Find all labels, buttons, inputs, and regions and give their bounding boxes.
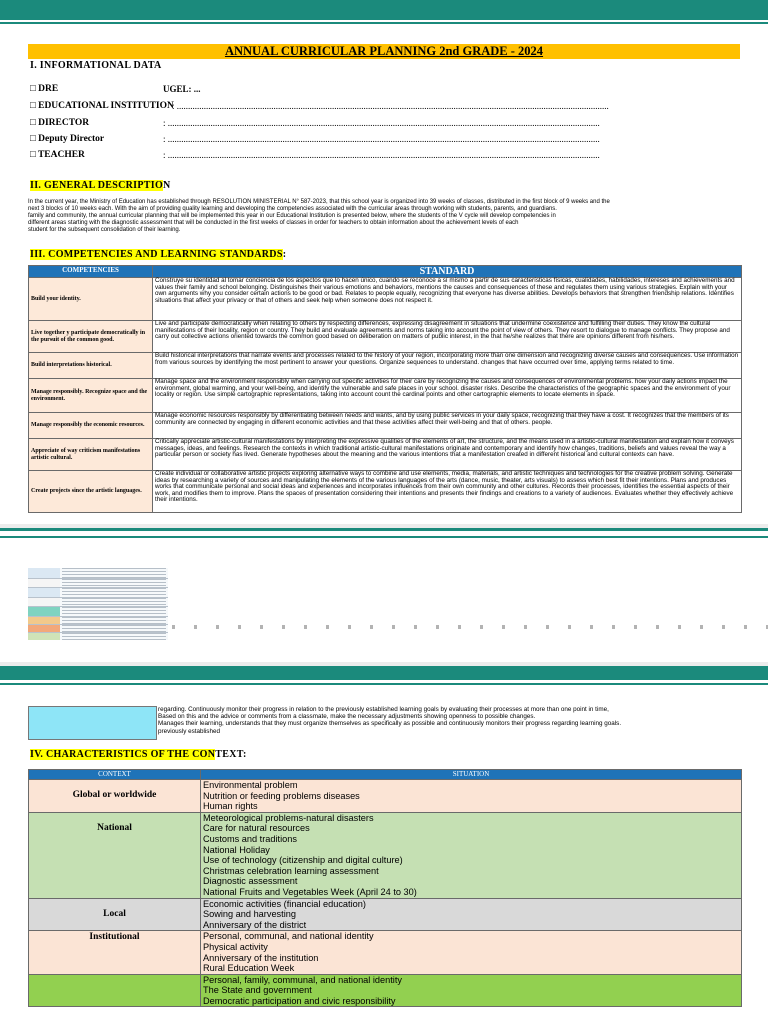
field-dre-label: □ DRE <box>30 84 59 94</box>
context-label: Local <box>29 898 201 931</box>
table-row <box>29 812 742 898</box>
mini-row <box>28 633 168 640</box>
mini-row <box>28 625 168 633</box>
page-top-rule <box>0 22 768 24</box>
context-table <box>28 769 742 1007</box>
paragraph-line: different areas starting with the diagnostic assessment that will be conducted in the first weeks of classes in order for teachers to obtain information about the achievement levels of each <box>28 220 519 226</box>
situation-item: Customs and traditions <box>203 833 297 844</box>
page-2-top-rule <box>0 536 768 538</box>
table-row <box>29 898 742 931</box>
mini-row <box>28 617 168 625</box>
general-description-text <box>28 199 742 234</box>
page-3-top-rule <box>0 683 768 685</box>
page-2-miniature-table <box>28 568 168 640</box>
table-row <box>29 931 742 974</box>
context-label: Institutional <box>29 931 201 974</box>
standard-cell: Create individual or collaborative artistic projects exploring alternative ways to combine and use elements, media, materials, and artistic techniques and technologies for the creative problem solving. Generate ideas by researching a variety of sources and manipulating the elements of the various languages of the arts (dance, music, theater, arts visuals) to assess which best fit their intentions. Plans and produces works that communicate personal and social ideas and experiences and incorporates influences from their own community and other cultures. Records their processes, identifies the essential aspects of their work, and modifies them to improve. Plans the spaces of presentation considering their intentions and presents their findings and creations to a variety of audiences. Evaluates whether they effectively achieve their intentions. <box>153 471 742 513</box>
paragraph-line: Manages their learning, understands that they must organize themselves as specifically as possible and continuously monitors their progress regarding learning goals. <box>158 720 622 728</box>
situation-item: Physical activity <box>203 941 268 952</box>
table-row <box>29 413 742 439</box>
situation-item: Anniversary of the district <box>203 919 307 930</box>
page-2-dotted-rule <box>172 625 768 629</box>
continued-standard-text <box>158 706 758 735</box>
standards-header-competencies: COMPETENCIES <box>29 266 153 278</box>
table-row <box>29 471 742 513</box>
section-competencies-tail: : <box>282 249 287 260</box>
situation-item: National Holiday <box>203 844 270 855</box>
field-teacher-value: : ................................................................................................................................................................................................ <box>163 150 600 160</box>
paragraph-line: previously established <box>158 727 220 735</box>
mini-row <box>28 568 168 579</box>
situation-cell <box>201 898 742 931</box>
paragraph-line: next 3 blocks of 10 weeks each. With the aim of providing quality learning and developing the competencies associated with the curricular areas through working with students, parents, and guardians. <box>28 206 557 212</box>
situation-item: Economic activities (financial education) <box>203 898 366 909</box>
standard-cell: Build historical interpretations that narrate events and processes related to the history of your region, incorporating more than one dimension and recognizing diverse causes and consequences. Use information from various sources by identifying the most pertinent to answer your questions. Organize sequences to understand. changes that have occurred over time, applying terms related to time. <box>153 353 742 379</box>
page-3-top-band <box>0 666 768 680</box>
field-director-value: : ................................................................................................................................................................................................ <box>163 118 600 128</box>
standard-cell: Live and participate democratically when relating to others by respecting differences, expressing disagreement in situations that undermine coexistence and fulfilling their duties. They know the cultural manifestations of their locality, region or country. They build and evaluate agreements and norms taking into account the point of view of others. They resort to dialogue to manage conflicts. They propose and carry out collective actions oriented towards the common good based on deliberation on matters of public interest, in the that he/she realizes that there are opinions different from his/hers. <box>153 321 742 353</box>
situation-item: Diagnostic assessment <box>203 876 298 887</box>
continued-competency-cell <box>28 706 157 740</box>
competency-cell: Build interpretations historical. <box>29 353 153 379</box>
page-2-top-band <box>0 528 768 531</box>
field-institution-value: : ................................................................................................................................................................................................ <box>172 101 609 111</box>
paragraph-line: regarding. Continuously monitor their progress in relation to the previously established learning goals by evaluating their processes at more than one point in time, <box>158 706 609 713</box>
section-competencies-heading: III. COMPETENCIES AND LEARNING STANDARDS <box>30 249 283 260</box>
situation-item: Sowing and harvesting <box>203 909 296 920</box>
situation-item: Meteorological problems-natural disasters <box>203 812 374 823</box>
situation-item: Nutrition or feeding problems diseases <box>203 790 360 801</box>
situation-item: Democratic participation and civic responsibility <box>203 995 396 1006</box>
standard-cell: Construye su identidad al tomar conciencia de los aspectos que lo hacen único, cuando se reconoce a sí mismo a partir de sus características físicas, cualidades, habilidades, intereses and achievements and values their family and school belonging. Distinguishes their various emotions and behaviors, mentions the causes and consequences of these and regulates them using various strategies. Explain with your own arguments why you consider certain actions to be good or bad. Relates to people equally, recognizing that everyone has diverse abilities. Develops behaviors that strengthen friendship relations. Identifies situations that affect your privacy or that of others and seek help when someone does not respect it. <box>153 278 742 321</box>
section-general-description-tail: N <box>163 180 171 191</box>
situation-item: Use of technology (citizenship and digital culture) <box>203 855 403 866</box>
standard-cell: Critically appreciate artistic-cultural manifestations by interpreting the expressive qualities of the elements of art, the structure, and the means used in a artistic-cultural manifestation and explain how it conveys messages, ideas, and feelings. Research the contexts in which traditional artistic-cultural manifestations originate and contemporary and identify how changes, traditions, beliefs and values reveal the way a particular person or society has lived. Generate hypotheses about the meaning and the various intentions that a manifestation created in different historical and cultural contexts can have. <box>153 439 742 471</box>
situation-item: National Fruits and Vegetables Week (April 24 to 30) <box>203 886 417 897</box>
context-header-context: CONTEXT <box>29 770 201 780</box>
situation-item: Personal, communal, and national identity <box>203 931 374 942</box>
situation-cell <box>201 812 742 898</box>
context-header-situation: SITUATION <box>201 770 742 780</box>
table-row <box>29 379 742 413</box>
table-row <box>29 321 742 353</box>
context-label: National <box>29 812 201 898</box>
mini-row <box>28 579 168 588</box>
table-row <box>29 439 742 471</box>
standard-cell: Manage space and the environment responsibly when carrying out specific activities for their care by recognizing the causes and consequences of environmental problems. how your daily actions impact the environment, global warming, and your well-being, and identify the vulnerable and safe places in your school. disaster risks. Describe the characteristics of the geographic spaces and the environment of your locality or region. Use simple cartographic representations, taking into account count the cardinal points and other cartographic elements to locate elements in space. <box>153 379 742 413</box>
section-informational-data: I. INFORMATIONAL DATA <box>30 60 162 71</box>
situation-item: Human rights <box>203 801 258 812</box>
situation-item: The State and government <box>203 985 312 996</box>
page-top-band <box>0 0 768 20</box>
mini-row <box>28 598 168 607</box>
table-row <box>29 353 742 379</box>
competency-cell: Appreciate of way criticism manifestations artistic cultural. <box>29 439 153 471</box>
standard-cell: Manage economic resources responsibly by differentiating between needs and wants, and by using public services in your daily space, recognizing that they have a cost. It recognizes that the members of its community are connected by engaging in different economic activities and that these activities affect their well-being and that of others. people. <box>153 413 742 439</box>
section-competencies-standards <box>30 249 286 260</box>
section-context-tail: TEXT: <box>215 749 247 760</box>
paragraph-line: student for the subsequent consolidation of their learning. <box>28 227 181 233</box>
situation-item: Christmas celebration learning assessment <box>203 865 379 876</box>
field-deputy-value: : ................................................................................................................................................................................................ <box>163 134 600 144</box>
paragraph-line: family and community, the annual curricular planning that will be implemented this year in our Educational Institution is presented below, where the students of the V cycle will develop competencies in <box>28 213 556 219</box>
field-teacher-label: □ TEACHER <box>30 150 85 160</box>
situation-item: Care for natural resources <box>203 823 310 834</box>
table-row <box>29 780 742 813</box>
situation-cell <box>201 974 742 1007</box>
situation-item: Personal, family, communal, and national identity <box>203 974 402 985</box>
situation-item: Anniversary of the institution <box>203 952 319 963</box>
field-institution-label: □ EDUCATIONAL INSTITUTION <box>30 101 174 111</box>
section-context-heading: IV. CHARACTERISTICS OF THE CON <box>30 749 216 760</box>
standards-table <box>28 265 742 513</box>
paragraph-line: In the current year, the Ministry of Education has established through RESOLUTION MINISTERIAL N° 587-2023, that this school year is organized into 39 weeks of classes, distributed in the first block of 9 weeks and the <box>28 199 610 205</box>
situation-item: Rural Education Week <box>203 963 295 974</box>
competency-cell: Live together y participate democratically in the pursuit of the common good. <box>29 321 153 353</box>
field-dre-value: UGEL: ... <box>163 84 201 94</box>
situation-cell <box>201 780 742 813</box>
competency-cell: Manage responsibly the economic resources. <box>29 413 153 439</box>
section-general-description-heading: II. GENERAL DESCRIPTIO <box>30 180 164 191</box>
mini-row <box>28 607 168 617</box>
section-general-description <box>30 180 171 191</box>
situation-cell <box>201 931 742 974</box>
field-deputy-label: □ Deputy Director <box>30 134 105 144</box>
paragraph-line: Based on this and the advice or comments from a classmate, make the necessary adjustments showing openness to possible changes. <box>158 713 536 721</box>
field-director-label: □ DIRECTOR <box>30 118 90 128</box>
context-label <box>29 974 201 1007</box>
table-row <box>29 974 742 1007</box>
situation-item: Environmental problem <box>203 780 298 790</box>
competency-cell: Manage responsibly. Recognize space and the environment. <box>29 379 153 413</box>
section-characteristics-context <box>30 749 247 760</box>
table-row <box>29 278 742 321</box>
context-label: Global or worldwide <box>29 780 201 813</box>
document-title: ANNUAL CURRICULAR PLANNING 2nd GRADE - 2024 <box>224 44 544 58</box>
competency-cell: Build your identity. <box>29 278 153 321</box>
standards-header-standard: STANDARD <box>153 266 742 278</box>
competency-cell: Create projects since the artistic languages. <box>29 471 153 513</box>
mini-row <box>28 588 168 598</box>
